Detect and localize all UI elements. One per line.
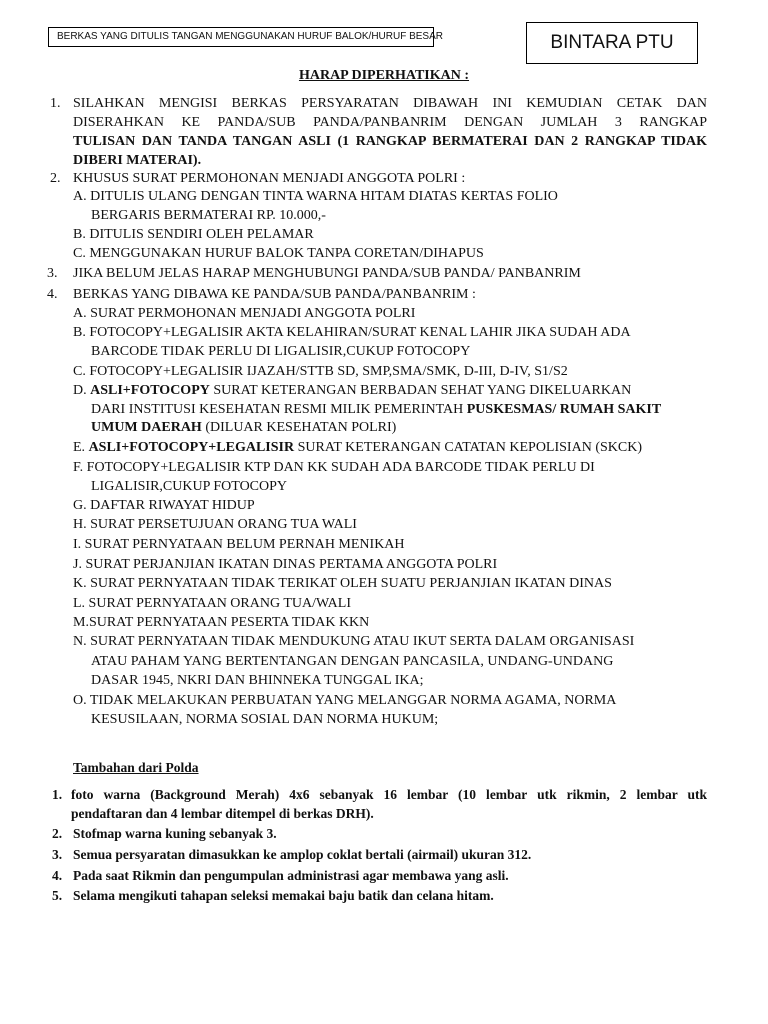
tambahan-5: Selama mengikuti tahapan seleksi memakai baju batik dan celana hitam. — [73, 888, 494, 903]
tambahan-number: 3. — [52, 847, 63, 862]
item-4k: K. SURAT PERNYATAAN TIDAK TERIKAT OLEH SUATU PERJANJIAN IKATAN DINAS — [73, 576, 612, 591]
position-label-box: BINTARA PTU — [526, 22, 698, 64]
item-4j: J. SURAT PERJANJIAN IKATAN DINAS PERTAMA ANGGOTA POLRI — [73, 557, 498, 572]
tambahan-number: 4. — [52, 868, 63, 883]
section-heading-tambahan: Tambahan dari Polda — [73, 760, 199, 775]
item-4f-line-1: F. FOTOCOPY+LEGALISIR KTP DAN KK SUDAH ADA BARCODE TIDAK PERLU DI — [73, 460, 595, 475]
item-2: KHUSUS SURAT PERMOHONAN MENJADI ANGGOTA POLRI : — [73, 171, 466, 186]
item-4d-line-1: D. ASLI+FOTOCOPY SURAT KETERANGAN BERBADAN SEHAT YANG DIKELUARKAN — [73, 383, 632, 398]
tambahan-1-line-1: foto warna (Background Merah) 4x6 sebanyak 16 lembar (10 lembar utk rikmin, 2 lembar utk — [71, 787, 707, 802]
item-1-line-4: DIBERI MATERAI). — [73, 153, 202, 168]
item-1-line-1: SILAHKAN MENGISI BERKAS PERSYARATAN DIBAWAH INI KEMUDIAN CETAK DAN — [73, 96, 707, 111]
tambahan-number: 2. — [52, 826, 63, 841]
item-2a-line-2: BERGARIS BERMATERAI RP. 10.000,- — [91, 208, 326, 223]
item-4l: L. SURAT PERNYATAAN ORANG TUA/WALI — [73, 596, 351, 611]
item-4i: I. SURAT PERNYATAAN BELUM PERNAH MENIKAH — [73, 537, 405, 552]
item-4o-line-2: KESUSILAAN, NORMA SOSIAL DAN NORMA HUKUM; — [91, 712, 439, 727]
tambahan-3: Semua persyaratan dimasukkan ke amplop coklat bertali (airmail) ukuran 312. — [73, 847, 532, 862]
tambahan-1-line-2: pendaftaran dan 4 lembar ditempel di berkas DRH). — [71, 806, 374, 821]
page-title: HARAP DIPERHATIKAN : — [298, 68, 470, 83]
item-1-line-2: DISERAHKAN KE PANDA/SUB PANDA/PANBANRIM DENGAN JUMLAH 3 RANGKAP — [73, 115, 707, 130]
item-4f-line-2: LIGALISIR,CUKUP FOTOCOPY — [91, 479, 288, 494]
item-1-line-3: TULISAN DAN TANDA TANGAN ASLI (1 RANGKAP BERMATERAI DAN 2 RANGKAP TIDAK — [73, 134, 707, 149]
item-2b: B. DITULIS SENDIRI OLEH PELAMAR — [73, 227, 314, 242]
tambahan-4: Pada saat Rikmin dan pengumpulan administrasi agar membawa yang asli. — [73, 868, 509, 883]
item-number: 4. — [47, 287, 58, 302]
item-4n-line-1: N. SURAT PERNYATAAN TIDAK MENDUKUNG ATAU IKUT SERTA DALAM ORGANISASI — [73, 634, 635, 649]
tambahan-number: 5. — [52, 888, 63, 903]
item-2c: C. MENGGUNAKAN HURUF BALOK TANPA CORETAN/DIHAPUS — [73, 246, 484, 261]
item-4a: A. SURAT PERMOHONAN MENJADI ANGGOTA POLRI — [73, 306, 416, 321]
item-4e: E. ASLI+FOTOCOPY+LEGALISIR SURAT KETERANGAN CATATAN KEPOLISIAN (SKCK) — [73, 440, 642, 455]
tambahan-2: Stofmap warna kuning sebanyak 3. — [73, 826, 277, 841]
item-4: BERKAS YANG DIBAWA KE PANDA/SUB PANDA/PANBANRIM : — [73, 287, 476, 302]
item-4d-line-2: DARI INSTITUSI KESEHATAN RESMI MILIK PEMERINTAH PUSKESMAS/ RUMAH SAKIT — [91, 402, 662, 417]
item-2a-line-1: A. DITULIS ULANG DENGAN TINTA WARNA HITAM DIATAS KERTAS FOLIO — [73, 189, 558, 204]
tambahan-number: 1. — [52, 787, 63, 802]
item-number: 3. — [47, 266, 58, 281]
item-number: 2. — [50, 171, 61, 186]
item-number: 1. — [50, 96, 61, 111]
item-4b-line-2: BARCODE TIDAK PERLU DI LIGALISIR,CUKUP FOTOCOPY — [91, 344, 471, 359]
item-4d-line-3: UMUM DAERAH (DILUAR KESEHATAN POLRI) — [91, 420, 397, 435]
item-4m: M.SURAT PERNYATAAN PESERTA TIDAK KKN — [73, 615, 370, 630]
item-4g: G. DAFTAR RIWAYAT HIDUP — [73, 498, 255, 513]
item-4o-line-1: O. TIDAK MELAKUKAN PERBUATAN YANG MELANGGAR NORMA AGAMA, NORMA — [73, 693, 617, 708]
item-4n-line-2: ATAU PAHAM YANG BERTENTANGAN DENGAN PANCASILA, UNDANG-UNDANG — [91, 654, 614, 669]
item-4h: H. SURAT PERSETUJUAN ORANG TUA WALI — [73, 517, 357, 532]
handwriting-note-box: BERKAS YANG DITULIS TANGAN MENGGUNAKAN HURUF BALOK/HURUF BESAR — [48, 27, 434, 47]
item-3: JIKA BELUM JELAS HARAP MENGHUBUNGI PANDA/SUB PANDA/ PANBANRIM — [73, 266, 581, 281]
item-4n-line-3: DASAR 1945, NKRI DAN BHINNEKA TUNGGAL IKA; — [91, 673, 424, 688]
item-4c: C. FOTOCOPY+LEGALISIR IJAZAH/STTB SD, SMP,SMA/SMK, D-III, D-IV, S1/S2 — [73, 364, 568, 379]
item-4b-line-1: B. FOTOCOPY+LEGALISIR AKTA KELAHIRAN/SURAT KENAL LAHIR JIKA SUDAH ADA — [73, 325, 631, 340]
